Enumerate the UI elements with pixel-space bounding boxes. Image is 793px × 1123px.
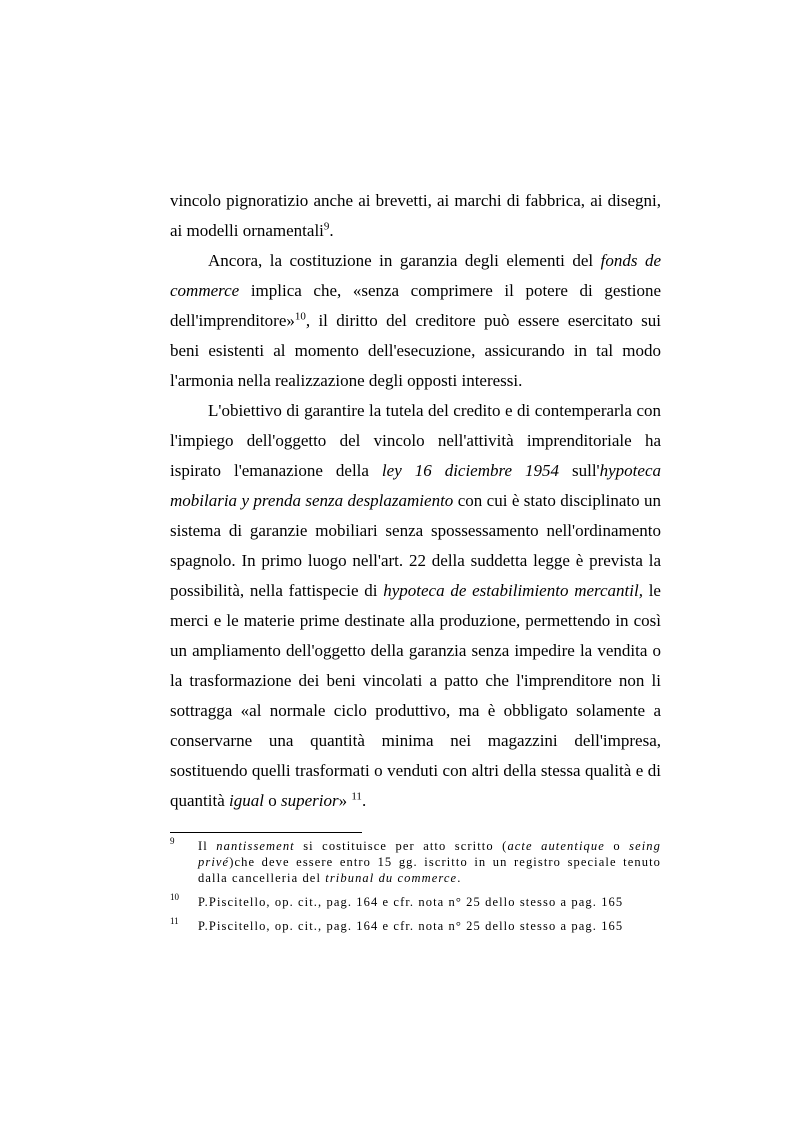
text-run: o — [263, 791, 281, 810]
footnote-11 — [170, 918, 661, 934]
italic-term: acte autentique — [507, 839, 605, 853]
footnote-ref-11[interactable]: 11 — [351, 790, 362, 803]
text-run: o — [604, 839, 630, 853]
paragraph-3 — [170, 396, 661, 816]
text-run: le merci e le materie prime destinate alla produzione, permettendo in così un ampliamento dell'oggetto della garanzia senza impedire la vendita o la trasformazione dei beni vincolati a patto che l'imprenditore non li sottragga «al normale ciclo produttivo, ma è obbligato solamente a conservarne una quantità minima nei magazzini dell'impresa, sostituendo quelli trasformati o venduti con altri della stessa qualità e di quantità — [170, 581, 661, 810]
footnote-10 — [170, 894, 661, 910]
footnote-number: 11 — [170, 916, 179, 926]
text-run: » — [338, 791, 352, 810]
text-run: implica che, «senza comprimere il potere di gestione dell'imprenditore» — [170, 281, 661, 330]
footnote-text: P.Piscitello, op. cit., pag. 164 e cfr. nota n° 25 dello stesso a pag. 165 — [198, 895, 624, 909]
text-run: si costituisce per atto scritto ( — [294, 839, 508, 853]
paragraph-1 — [170, 186, 661, 246]
text-run: . — [329, 221, 334, 240]
text-run: sull' — [559, 461, 600, 480]
text-run: , il diritto del creditore può essere esercitato sui beni esistenti al momento dell'esecuzione, assicurando in tal modo l'armonia nella realizzazione degli opposti interessi. — [170, 311, 661, 390]
italic-term: ley 16 diciembre 1954 — [381, 461, 560, 480]
text-run: Il — [198, 839, 217, 853]
italic-term: fonds de commerce — [170, 251, 661, 300]
italic-term: igual — [229, 791, 264, 810]
text-run: . — [457, 871, 462, 885]
footnote-ref-9[interactable]: 9 — [323, 220, 330, 233]
italic-term: hypoteca mobilaria y prenda senza desplazamiento — [170, 461, 661, 510]
footnote-text — [198, 838, 661, 886]
italic-term: nantissement — [216, 839, 295, 853]
text-run: )che deve essere entro 15 gg. iscritto in un registro speciale tenuto dalla cancelleria del — [198, 855, 661, 885]
italic-term: tribunal du commerce — [325, 871, 458, 885]
body-text — [170, 186, 661, 816]
text-run: con cui è stato disciplinato un sistema di garanzie mobiliari senza spossessamento nell'ordinamento spagnolo. In primo luogo nell'art. 22 della suddetta legge è prevista la possibilità, nella fattispecie di — [170, 491, 661, 600]
footnote-number: 9 — [170, 836, 175, 846]
text-run: . — [361, 791, 367, 810]
footnotes — [170, 838, 661, 942]
footnote-ref-10[interactable]: 10 — [294, 310, 306, 323]
text-run: vincolo pignoratizio anche ai brevetti, ai marchi di fabbrica, ai disegni, ai modelli ornamentali — [170, 191, 661, 240]
footnote-number: 10 — [170, 892, 179, 902]
footnote-separator — [170, 832, 362, 833]
italic-term: hypoteca de estabilimiento mercantil, — [383, 581, 643, 600]
text-run: Ancora, la costituzione in garanzia degli elementi del — [208, 251, 601, 270]
italic-term: seing privé — [198, 839, 661, 869]
text-run: L'obiettivo di garantire la tutela del credito e di contemperarla con l'impiego dell'oggetto del vincolo nell'attività imprenditoriale ha ispirato l'emanazione della — [170, 401, 661, 480]
footnote-9 — [170, 838, 661, 886]
footnote-text: P.Piscitello, op. cit., pag. 164 e cfr. nota n° 25 dello stesso a pag. 165 — [198, 919, 624, 933]
italic-term: superior — [280, 791, 339, 810]
paragraph-2 — [170, 246, 661, 396]
